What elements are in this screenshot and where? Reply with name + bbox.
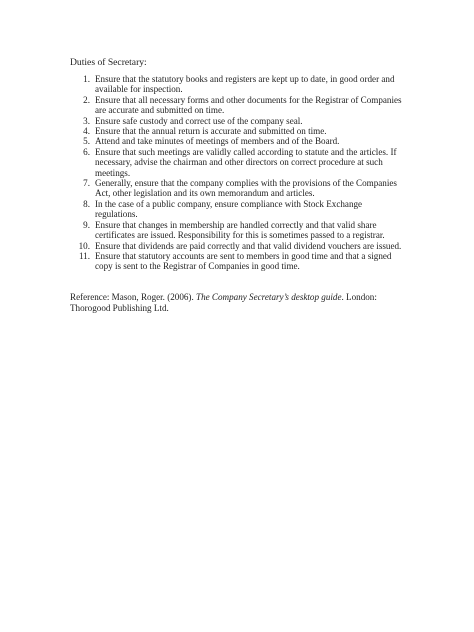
list-item [70,74,406,95]
list-item-text: Ensure that statutory accounts are sent to members in good time and that a signed copy is sent to the Registrar of Companies in good time. [95,250,392,272]
list-item [70,136,406,146]
list-item-text: Generally, ensure that the company complies with the provisions of the Companies Act, other legislation and its own memorandum and articles. [95,178,397,199]
list-item-number: 8. [83,198,90,209]
reference-suffix: . London: Thorogood Publishing Ltd. [70,292,377,313]
duties-list [70,74,406,272]
reference-citation [70,292,406,314]
list-item [70,126,406,136]
list-item-number: 3. [83,115,90,126]
list-item-number: 1. [83,74,90,84]
list-item-number: 11. [78,250,90,261]
reference-prefix: Reference: Mason, Roger. (2006). [70,292,197,302]
list-item-number: 5. [83,136,90,147]
list-item [70,95,406,116]
list-item [70,147,406,178]
list-item-text: Ensure that all necessary forms and other documents for the Registrar of Companies are accurate and submitted on time. [95,94,402,116]
list-item-text: Ensure that the annual return is accurate and submitted on time. [95,126,327,137]
list-item-number: 10. [78,240,90,251]
list-item-text: Ensure that the statutory books and registers are kept up to date, in good order and available for inspection. [95,74,395,95]
list-item-text: Ensure that changes in membership are handled correctly and that valid share certificates are issued. Responsibility for this is sometimes passed to a registrar. [95,219,385,241]
list-item-text: Ensure safe custody and correct use of the company seal. [95,115,303,126]
list-item-number: 2. [83,94,90,105]
list-item [70,241,406,251]
list-item-number: 9. [83,219,90,230]
list-item [70,178,406,199]
list-item-number: 4. [83,126,90,137]
document-heading: Duties of Secretary: [70,57,147,68]
list-item-text: Attend and take minutes of meetings of members and of the Board. [95,136,340,147]
list-item-number: 7. [83,178,90,189]
list-item-text: Ensure that such meetings are validly called according to statute and the articles. If necessary, advise the chairman and other directors on correct procedure at such meetings. [95,146,397,178]
reference-title: The Company Secretary’s desktop guide [196,292,342,302]
list-item [70,251,406,272]
list-item-number: 6. [83,146,90,157]
list-item [70,116,406,126]
list-item [70,220,406,241]
list-item [70,199,406,220]
list-item-text: Ensure that dividends are paid correctly and that valid dividend vouchers are issued. [95,240,402,251]
list-item-text: In the case of a public company, ensure compliance with Stock Exchange regulations. [95,198,363,220]
